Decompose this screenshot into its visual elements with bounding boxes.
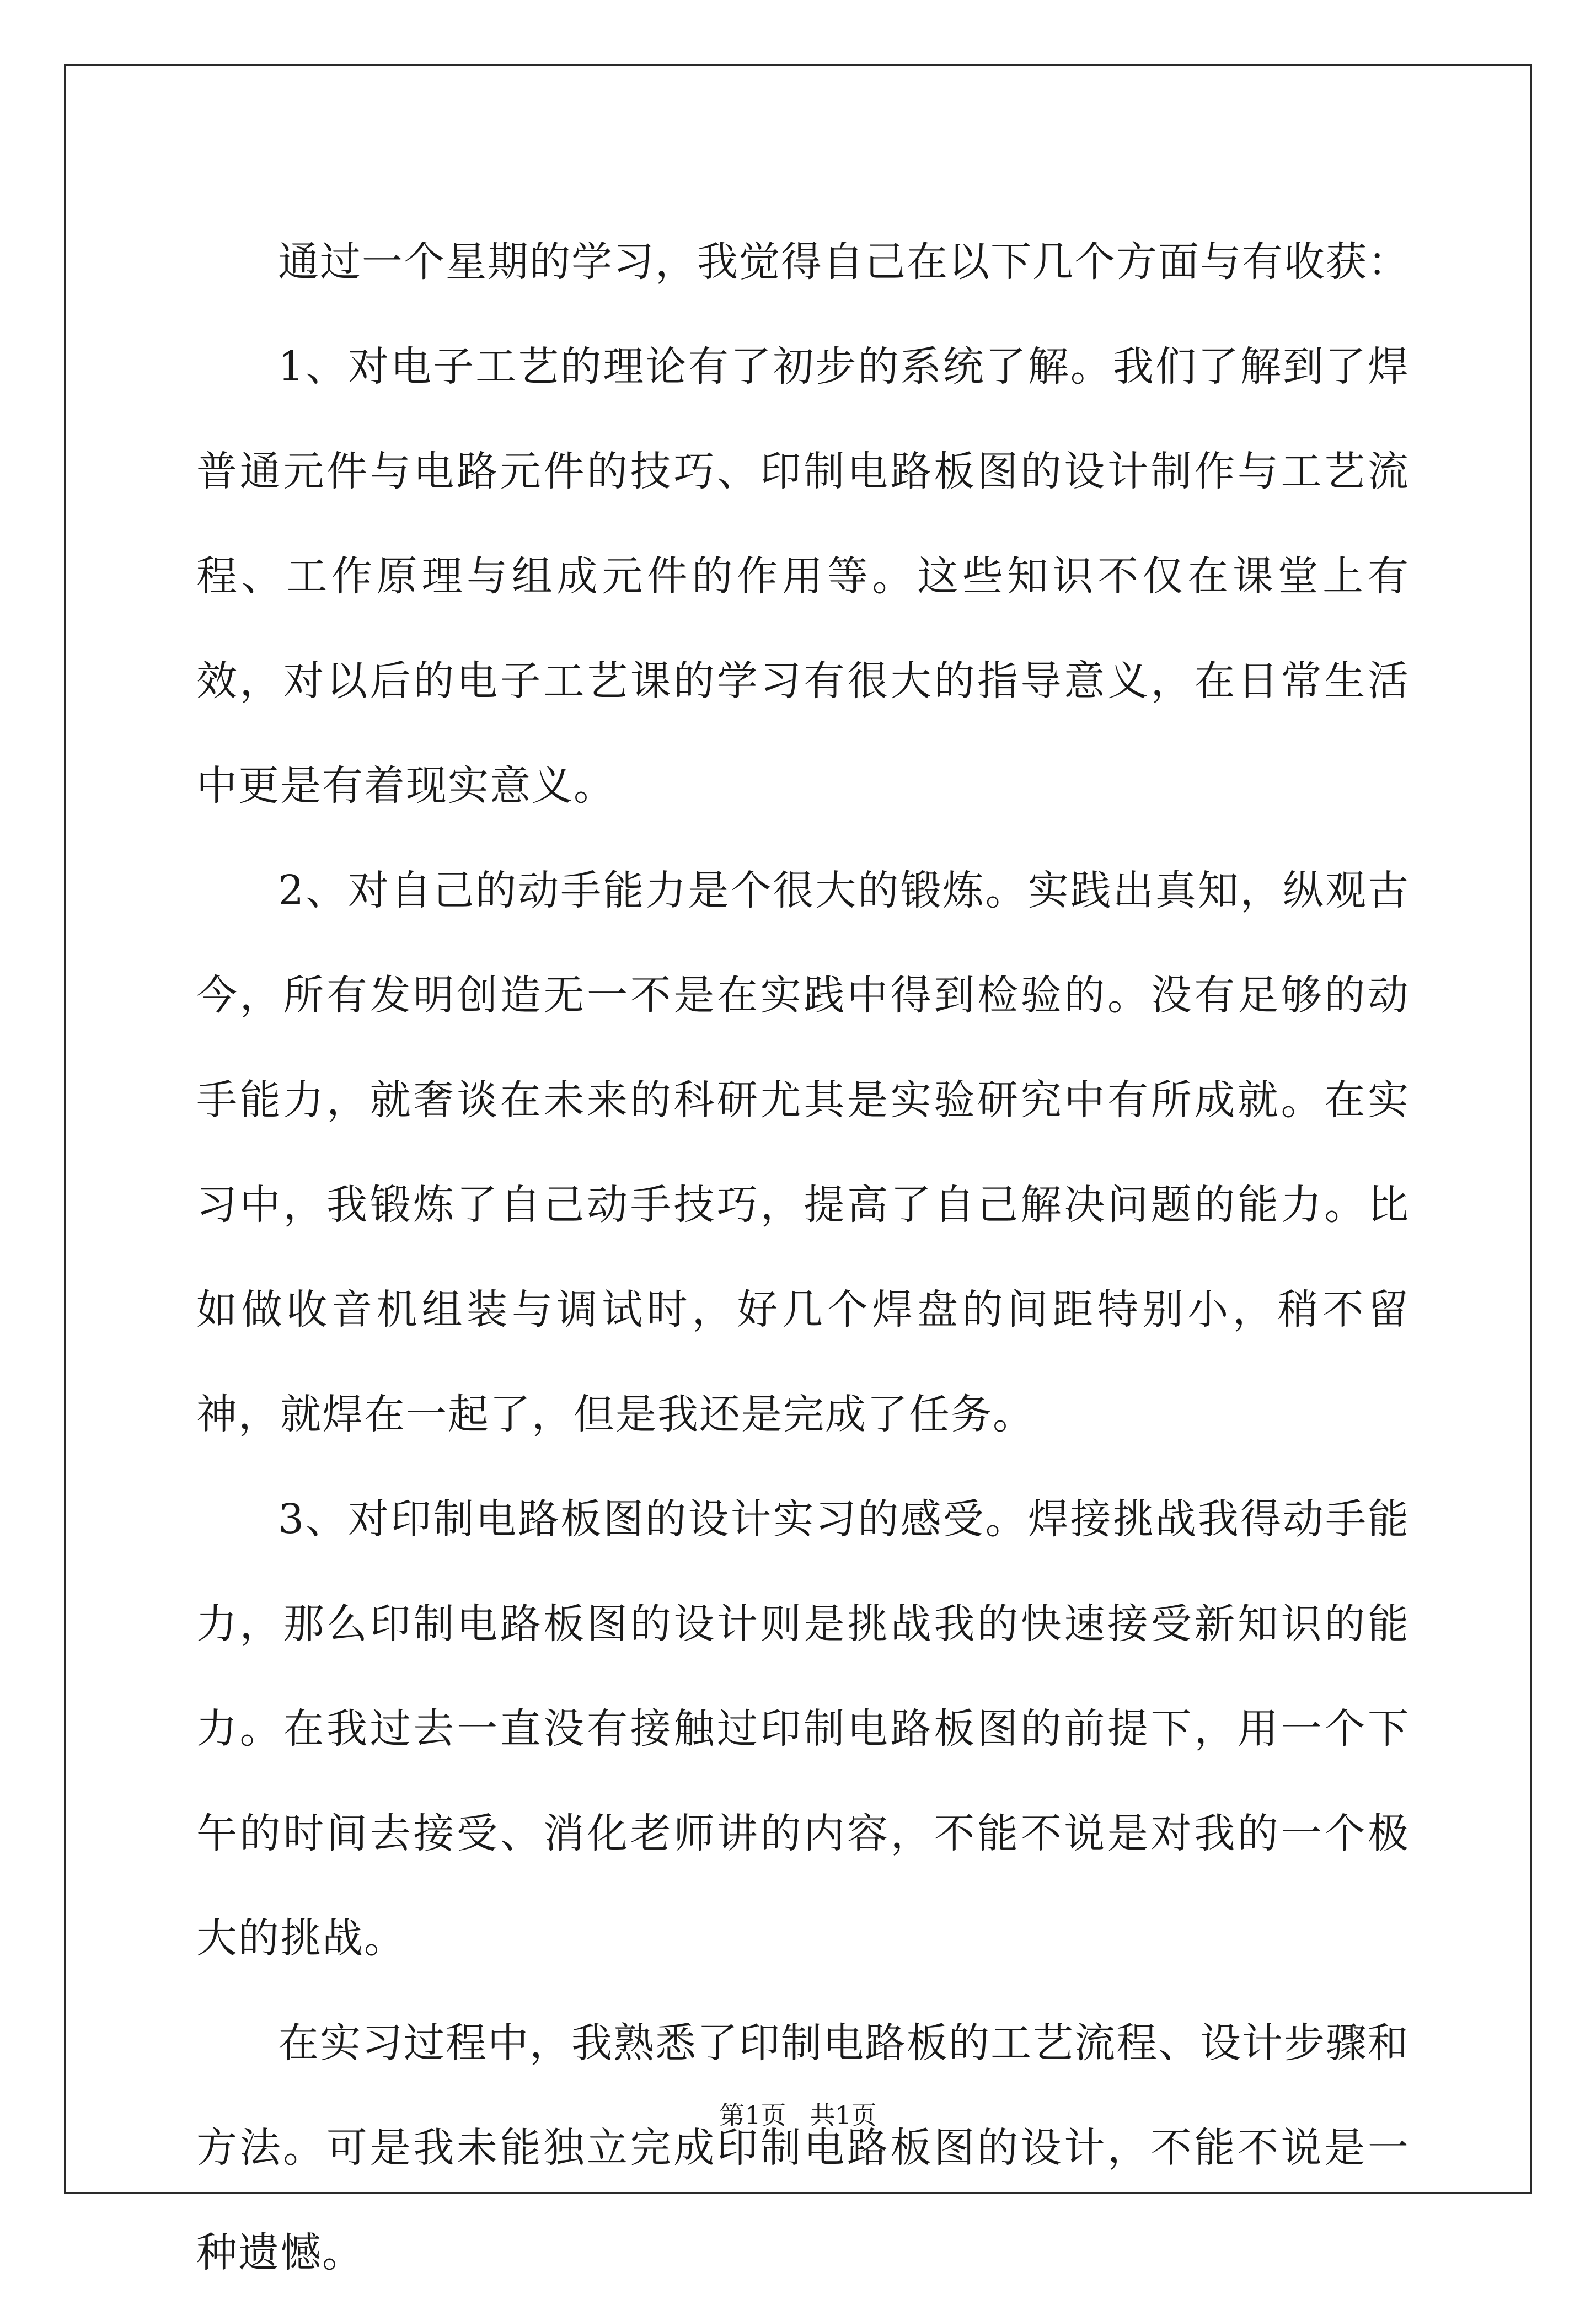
paragraph-point-1: 1、对电子工艺的理论有了初步的系统了解。我们了解到了焊普通元件与电路元件的技巧、印制电路板图的设计制作与工艺流程、工作原理与组成元件的作用等。这些知识不仅在课堂上有效，对以后的电子工艺课的学习有很大的指导意义，在日常生活中更是有着现实意义。: [196, 343, 1410, 810]
paragraph-conclusion: 在实习过程中，我熟悉了印制电路板的工艺流程、设计步骤和方法。可是我未能独立完成印制电路板图的设计，不能不说是一种遗憾。: [196, 2019, 1410, 2276]
page-number-total: 共1页: [810, 2100, 877, 2130]
page-number-current: 第1页: [719, 2100, 786, 2130]
paragraph-intro: 通过一个星期的学习，我觉得自己在以下几个方面与有收获：: [278, 238, 1410, 286]
paragraph-point-3: 3、对印制电路板图的设计实习的感受。焊接挑战我得动手能力，那么印制电路板图的设计则是挑战我的快速接受新知识的能力。在我过去一直没有接触过印制电路板图的前提下，用一个下午的时间去接受、消化老师讲的内容，不能不说是对我的一个极大的挑战。: [196, 1495, 1410, 1962]
paragraph-point-2: 2、对自己的动手能力是个很大的锻炼。实践出真知，纵观古今，所有发明创造无一不是在实践中得到检验的。没有足够的动手能力，就奢谈在未来的科研尤其是实验研究中有所成就。在实习中，我锻炼了自己动手技巧，提高了自己解决问题的能力。比如做收音机组装与调试时，好几个焊盘的间距特别小，稍不留神，就焊在一起了，但是我还是完成了任务。: [196, 867, 1410, 1438]
page-footer: [0, 2095, 1596, 2132]
document-body: [196, 210, 1410, 2305]
